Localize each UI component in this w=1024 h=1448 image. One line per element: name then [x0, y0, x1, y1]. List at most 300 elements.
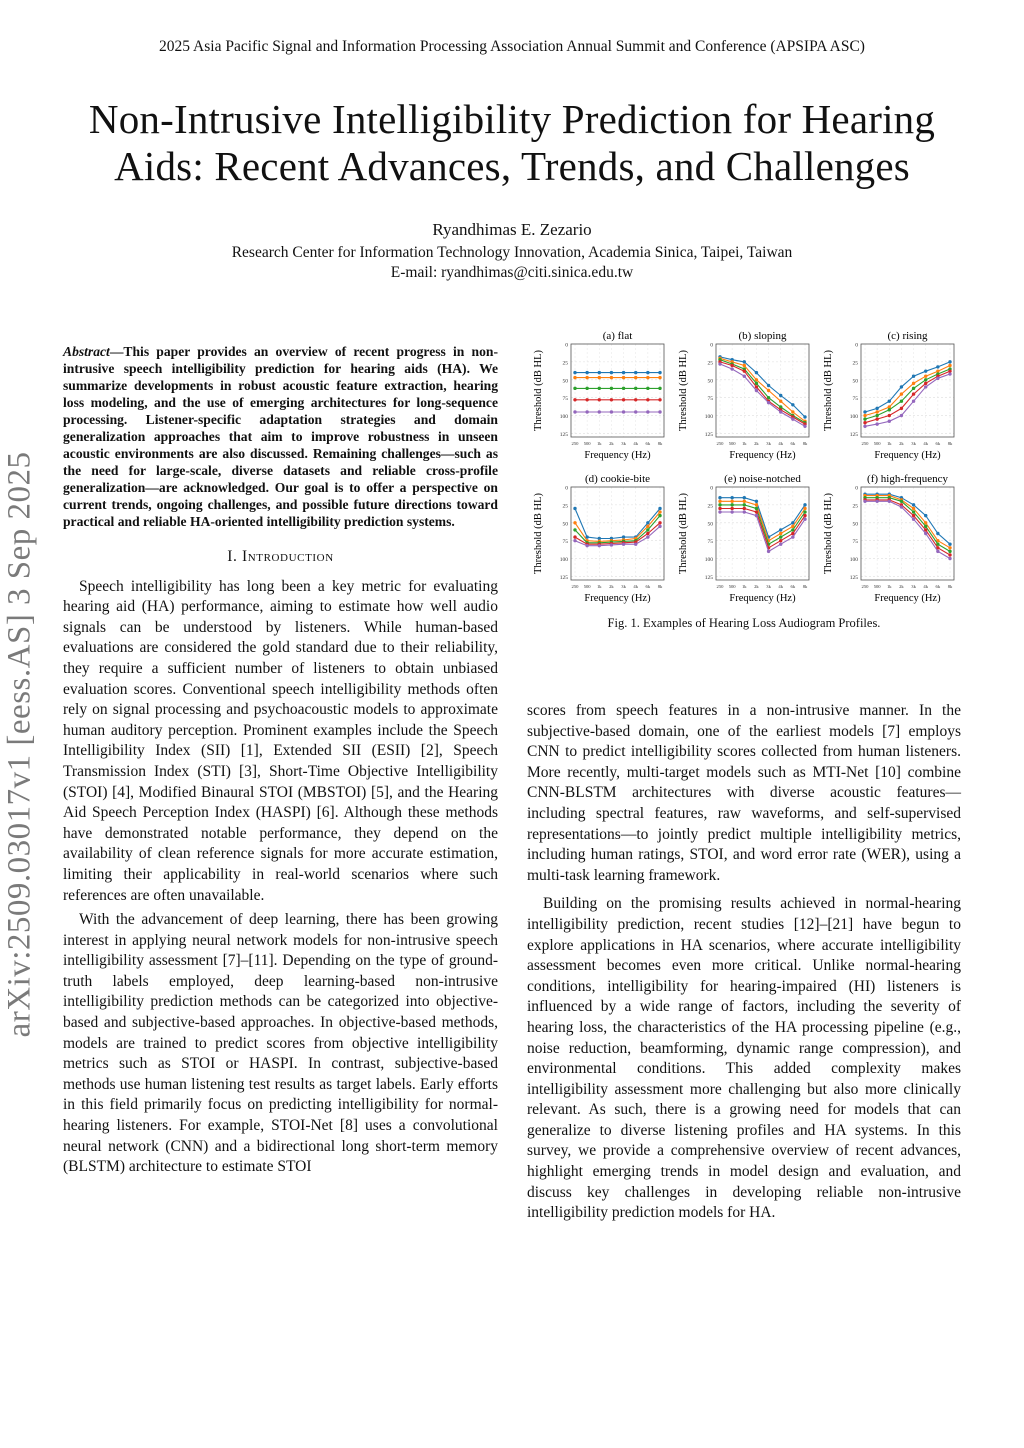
- data-point: [730, 510, 733, 513]
- y-tick-label: 100: [704, 414, 713, 421]
- y-tick-label: 50: [852, 378, 858, 385]
- data-point: [803, 507, 806, 510]
- data-point: [646, 371, 649, 374]
- x-tick-label: 8k: [802, 584, 808, 589]
- x-tick-label: 1k: [886, 441, 892, 446]
- data-point: [755, 385, 758, 388]
- data-point: [948, 543, 951, 546]
- data-point: [622, 543, 625, 546]
- data-point: [912, 374, 915, 377]
- audiogram-grid: [527, 328, 961, 618]
- x-tick-label: 4k: [633, 441, 639, 446]
- data-point: [863, 421, 866, 424]
- right-column: [527, 701, 961, 1224]
- section-title: Introduction: [241, 548, 334, 565]
- y-tick-label: 0: [855, 342, 858, 349]
- data-point: [585, 398, 588, 401]
- x-tick-label: 500: [583, 584, 591, 589]
- data-point: [912, 400, 915, 403]
- data-point: [610, 376, 613, 379]
- data-point: [779, 539, 782, 542]
- data-point: [803, 503, 806, 506]
- y-tick-label: 0: [710, 342, 713, 349]
- y-tick-label: 100: [849, 557, 858, 564]
- data-point: [912, 514, 915, 517]
- data-point: [634, 410, 637, 413]
- data-point: [767, 384, 770, 387]
- data-point: [585, 387, 588, 390]
- y-tick-label: 50: [562, 521, 568, 528]
- data-point: [779, 543, 782, 546]
- data-point: [900, 500, 903, 503]
- plot-frame: [571, 487, 664, 580]
- x-tick-label: 500: [583, 441, 591, 446]
- data-point: [658, 510, 661, 513]
- data-point: [573, 507, 576, 510]
- data-point: [936, 532, 939, 535]
- data-point: [948, 550, 951, 553]
- x-tick-label: 2k: [899, 441, 904, 446]
- data-point: [888, 408, 891, 411]
- data-point: [622, 376, 625, 379]
- left-column: [63, 343, 498, 1178]
- x-tick-label: 4k: [923, 584, 929, 589]
- x-tick-label: 6k: [790, 584, 796, 589]
- data-point: [948, 557, 951, 560]
- data-point: [622, 410, 625, 413]
- y-tick-label: 100: [704, 557, 713, 564]
- data-point: [646, 521, 649, 524]
- data-point: [718, 507, 721, 510]
- data-point: [924, 369, 927, 372]
- x-tick-label: 2k: [754, 441, 759, 446]
- data-point: [948, 546, 951, 549]
- y-tick-label: 75: [562, 396, 568, 403]
- intro-paragraph-2: With the advancement of deep learning, there has been growing interest in applying neural network models for non-intrusive speech intelligibility assessment [7]–[11]. Depending on the type of ground-truth labels employed, deep learning-based non-intrusive intelligibility prediction methods can be categorized into objective-based and subjective-based approaches. In objective-based methods, models are trained to predict scores from objective intelligibility metrics such as STOI or HASPI. In contrast, subjective-based methods use human listening test results as target labels. Early efforts in this field primarily focus on predicting intelligibility for normal-hearing listeners. For example, STOI-Net [8] uses a convolutional neural network (CNN) and a bidirectional long short-term memory (BLSTM) architecture to estimate STOI: [63, 911, 498, 1176]
- data-point: [875, 410, 878, 413]
- x-tick-label: 2k: [609, 441, 614, 446]
- data-point: [875, 500, 878, 503]
- data-point: [730, 507, 733, 510]
- y-tick-label: 75: [707, 396, 713, 403]
- data-point: [767, 396, 770, 399]
- data-point: [900, 392, 903, 395]
- data-point: [598, 387, 601, 390]
- x-tick-label: 4k: [923, 441, 929, 446]
- data-point: [573, 387, 576, 390]
- x-tick-label: 500: [728, 441, 736, 446]
- data-point: [573, 410, 576, 413]
- data-point: [646, 532, 649, 535]
- data-point: [924, 385, 927, 388]
- data-point: [634, 398, 637, 401]
- data-point: [767, 550, 770, 553]
- abstract-text: —This paper provides an overview of recent progress in non-intrusive speech intelligibility prediction for hearing aids (HA). We summarize developments in robust acoustic feature extraction, hearing loss modeling, and the use of emerging architectures for long-sequence processing. Listener-specific adaptation strategies and domain generalization approaches that aim to improve robustness in unseen acoustic environments are also discussed. Remaining challenges—such as the need for large-scale, diverse datasets and reliable cross-profile generalization—are acknowledged. Our goal is to offer a perspective on current trends, ongoing challenges, and possible future directions toward practical and reliable HA-oriented intelligibility prediction systems.: [63, 344, 498, 529]
- x-tick-label: 1k: [741, 584, 747, 589]
- x-tick-label: 8k: [657, 441, 663, 446]
- data-point: [900, 414, 903, 417]
- data-point: [924, 521, 927, 524]
- data-point: [743, 364, 746, 367]
- y-axis-label: Threshold (dB HL): [678, 349, 689, 432]
- data-point: [779, 528, 782, 531]
- y-tick-label: 25: [707, 503, 713, 510]
- data-point: [900, 407, 903, 410]
- data-point: [718, 503, 721, 506]
- abstract-label: Abstract: [63, 344, 110, 359]
- data-point: [646, 525, 649, 528]
- plot-frame: [571, 344, 664, 437]
- data-point: [912, 510, 915, 513]
- data-point: [646, 376, 649, 379]
- x-tick-label: 250: [571, 441, 579, 446]
- data-point: [646, 387, 649, 390]
- data-point: [936, 365, 939, 368]
- x-tick-label: 1k: [886, 584, 892, 589]
- data-point: [875, 407, 878, 410]
- x-tick-label: 3k: [911, 441, 916, 446]
- data-point: [743, 360, 746, 363]
- x-tick-label: 1k: [596, 584, 602, 589]
- x-tick-label: 3k: [621, 441, 626, 446]
- y-tick-label: 50: [707, 378, 713, 385]
- section-heading: [63, 547, 498, 568]
- x-tick-label: 8k: [802, 441, 808, 446]
- panel-title: (a) flat: [602, 330, 633, 342]
- data-point: [573, 535, 576, 538]
- data-point: [767, 401, 770, 404]
- data-point: [658, 507, 661, 510]
- x-tick-label: 250: [571, 584, 579, 589]
- data-point: [743, 500, 746, 503]
- x-tick-label: 3k: [766, 584, 771, 589]
- data-point: [900, 385, 903, 388]
- x-tick-label: 250: [861, 441, 869, 446]
- panel-title: (b) sloping: [738, 330, 787, 342]
- data-point: [610, 410, 613, 413]
- y-tick-label: 25: [707, 360, 713, 367]
- data-point: [888, 400, 891, 403]
- data-point: [912, 517, 915, 520]
- data-point: [863, 425, 866, 428]
- data-point: [936, 550, 939, 553]
- y-axis-label: Threshold (dB HL): [533, 349, 544, 432]
- data-point: [646, 398, 649, 401]
- x-tick-label: 3k: [766, 441, 771, 446]
- x-tick-label: 6k: [645, 584, 651, 589]
- data-point: [573, 539, 576, 542]
- x-tick-label: 4k: [778, 584, 784, 589]
- x-tick-label: 1k: [741, 441, 747, 446]
- x-tick-label: 4k: [778, 441, 784, 446]
- data-point: [803, 517, 806, 520]
- data-point: [755, 378, 758, 381]
- y-tick-label: 50: [562, 378, 568, 385]
- data-point: [658, 387, 661, 390]
- y-axis-label: Threshold (dB HL): [823, 492, 834, 575]
- paper-title: [60, 96, 964, 190]
- data-point: [743, 369, 746, 372]
- x-tick-label: 6k: [935, 584, 941, 589]
- x-tick-label: 500: [873, 584, 881, 589]
- y-tick-label: 25: [562, 503, 568, 510]
- data-point: [888, 414, 891, 417]
- x-tick-label: 6k: [935, 441, 941, 446]
- data-point: [585, 371, 588, 374]
- data-point: [658, 371, 661, 374]
- data-point: [622, 387, 625, 390]
- y-tick-label: 100: [559, 557, 568, 564]
- data-point: [863, 414, 866, 417]
- y-tick-label: 25: [852, 503, 858, 510]
- data-point: [658, 398, 661, 401]
- data-point: [634, 543, 637, 546]
- data-point: [743, 496, 746, 499]
- y-tick-label: 25: [852, 360, 858, 367]
- data-point: [924, 528, 927, 531]
- y-axis-label: Threshold (dB HL): [678, 492, 689, 575]
- data-point: [634, 387, 637, 390]
- data-point: [610, 387, 613, 390]
- data-point: [646, 528, 649, 531]
- y-tick-label: 75: [562, 539, 568, 546]
- y-tick-label: 0: [710, 485, 713, 492]
- x-tick-label: 250: [716, 584, 724, 589]
- data-point: [803, 510, 806, 513]
- data-point: [718, 496, 721, 499]
- data-point: [730, 364, 733, 367]
- data-point: [598, 376, 601, 379]
- data-point: [875, 422, 878, 425]
- x-tick-label: 2k: [609, 584, 614, 589]
- intro-paragraph-1: Speech intelligibility has long been a key metric for evaluating hearing aid (HA) performance, aiming to estimate how well audio signals can be understood by listeners. While human-based evaluations are considered the gold standard due to their reliability, they require a sufficient number of listeners to obtain unbiased evaluation scores. Conventional speech intelligibility methods often rely on signal processing and psychoacoustic models to approximate human auditory perception. Prominent examples include the Speech Intelligibility Index (SII) [1], Extended SII (ESII) [2], Speech Transmission Index (STI) [3], Short-Time Objective Intelligibility (STOI) [4], Modified Binaural STOI (MBSTOI) [5], and the Hearing Aid Speech Perception Index (HASPI) [6]. Although these methods have demonstrated notable performance, they depend on the availability of clean reference signals for more accurate estimation, limiting their applicability in real-world scenarios where such references are often unavailable.: [63, 577, 498, 904]
- panel-title: (c) rising: [887, 330, 928, 342]
- conference-header: 2025 Asia Pacific Signal and Information Processing Association Annual Summit and Conference (APSIPA ASC): [159, 38, 865, 55]
- data-point: [743, 503, 746, 506]
- series-line: [865, 362, 950, 412]
- y-tick-label: 125: [849, 574, 858, 581]
- data-point: [936, 377, 939, 380]
- intro-paragraph-3: scores from speech features in a non-intrusive manner. In the subjective-based domain, one of the earliest models [7] employs CNN to predict intelligibility scores collected from human listeners. More recently, multi-target models such as MTI-Net [10] combine CNN-BLSTM architectures with diverse acoustic features—including spectral features, raw waveforms, and self-supervised representations—to jointly predict multiple intelligibility metrics, including human ratings, STOI, and word error rate (WER), using a multi-task learning framework.: [527, 702, 961, 884]
- y-tick-label: 0: [855, 485, 858, 492]
- data-point: [718, 510, 721, 513]
- author-affiliation-block: [0, 243, 1024, 283]
- data-point: [634, 371, 637, 374]
- data-point: [779, 532, 782, 535]
- x-axis-label: Frequency (Hz): [729, 593, 796, 604]
- data-point: [585, 544, 588, 547]
- data-point: [598, 398, 601, 401]
- y-tick-label: 125: [559, 431, 568, 438]
- data-point: [791, 403, 794, 406]
- data-point: [598, 410, 601, 413]
- y-tick-label: 100: [559, 414, 568, 421]
- data-point: [658, 525, 661, 528]
- y-tick-label: 100: [849, 414, 858, 421]
- y-tick-label: 125: [559, 574, 568, 581]
- data-point: [658, 376, 661, 379]
- data-point: [573, 371, 576, 374]
- x-tick-label: 250: [861, 584, 869, 589]
- intro-paragraph-4: Building on the promising results achieved in normal-hearing intelligibility prediction, recent studies [12]–[21] have begun to explore applications in HA scenarios, where accurate intelligibility assessment becomes even more critical. Unlike normal-hearing conditions, intelligibility for hearing-impaired (HI) listeners is influenced by a wide range of factors, including the severity of hearing loss, the characteristics of the HA processing pipeline (e.g., noise reduction, beamforming, dynamic range compression), and environmental conditions. This added complexity makes intelligibility assessment more challenging but also more clinically relevant. As such, there is a growing need for models that can generalize to diverse listening profiles and HA systems. In this survey, we provide a comprehensive overview of recent advances, highlight emerging trends in model design and evaluation, and discuss key challenges in developing reliable non-intrusive intelligibility prediction models for HA.: [527, 895, 961, 1222]
- abstract: [63, 343, 498, 530]
- data-point: [730, 367, 733, 370]
- x-axis-label: Frequency (Hz): [584, 593, 651, 604]
- data-point: [900, 400, 903, 403]
- data-point: [755, 503, 758, 506]
- data-point: [912, 382, 915, 385]
- data-point: [730, 500, 733, 503]
- data-point: [888, 420, 891, 423]
- x-tick-label: 8k: [657, 584, 663, 589]
- data-point: [730, 496, 733, 499]
- data-point: [924, 378, 927, 381]
- data-point: [598, 544, 601, 547]
- y-tick-label: 75: [707, 539, 713, 546]
- data-point: [598, 371, 601, 374]
- data-point: [755, 500, 758, 503]
- data-point: [912, 507, 915, 510]
- data-point: [573, 528, 576, 531]
- x-tick-label: 3k: [911, 584, 916, 589]
- data-point: [875, 414, 878, 417]
- data-point: [755, 510, 758, 513]
- plot-frame: [861, 344, 954, 437]
- data-point: [948, 364, 951, 367]
- data-point: [646, 410, 649, 413]
- data-point: [779, 400, 782, 403]
- series-line: [720, 509, 805, 548]
- x-axis-label: Frequency (Hz): [584, 450, 651, 461]
- x-tick-label: 4k: [633, 584, 639, 589]
- x-tick-label: 500: [873, 441, 881, 446]
- title-line-1: Non-Intrusive Intelligibility Prediction for Hearing: [88, 96, 936, 142]
- y-tick-label: 25: [562, 360, 568, 367]
- data-point: [924, 382, 927, 385]
- data-point: [658, 410, 661, 413]
- data-point: [573, 376, 576, 379]
- data-point: [755, 371, 758, 374]
- x-tick-label: 6k: [645, 441, 651, 446]
- data-point: [755, 507, 758, 510]
- data-point: [779, 394, 782, 397]
- data-point: [948, 553, 951, 556]
- data-point: [622, 371, 625, 374]
- x-tick-label: 2k: [899, 584, 904, 589]
- data-point: [610, 371, 613, 374]
- data-point: [924, 514, 927, 517]
- data-point: [718, 362, 721, 365]
- data-point: [646, 535, 649, 538]
- arxiv-identifier[interactable]: arXiv:2509.03017v1 [eess.AS] 3 Sep 2025: [1, 451, 38, 1038]
- x-tick-label: 6k: [790, 441, 796, 446]
- data-point: [924, 374, 927, 377]
- y-tick-label: 75: [852, 539, 858, 546]
- data-point: [610, 543, 613, 546]
- data-point: [912, 503, 915, 506]
- panel-title: (d) cookie-bite: [584, 473, 651, 485]
- data-point: [888, 500, 891, 503]
- data-point: [779, 410, 782, 413]
- data-point: [573, 521, 576, 524]
- data-point: [912, 387, 915, 390]
- y-tick-label: 50: [852, 521, 858, 528]
- y-tick-label: 50: [707, 521, 713, 528]
- y-tick-label: 125: [704, 431, 713, 438]
- data-point: [803, 514, 806, 517]
- data-point: [585, 376, 588, 379]
- data-point: [863, 417, 866, 420]
- data-point: [791, 417, 794, 420]
- data-point: [585, 410, 588, 413]
- x-tick-label: 1k: [596, 441, 602, 446]
- data-point: [610, 398, 613, 401]
- data-point: [948, 372, 951, 375]
- x-tick-label: 250: [716, 441, 724, 446]
- author-name: Ryandhimas E. Zezario: [432, 220, 592, 239]
- data-point: [924, 525, 927, 528]
- data-point: [803, 425, 806, 428]
- data-point: [658, 521, 661, 524]
- panel-title: (e) noise-notched: [724, 473, 801, 485]
- affiliation: Research Center for Information Technology Innovation, Academia Sinica, Taipei, Taiwan: [231, 244, 793, 261]
- x-axis-label: Frequency (Hz): [874, 593, 941, 604]
- data-point: [791, 535, 794, 538]
- data-point: [875, 417, 878, 420]
- data-point: [755, 514, 758, 517]
- data-point: [779, 535, 782, 538]
- data-point: [658, 514, 661, 517]
- x-tick-label: 2k: [754, 584, 759, 589]
- y-tick-label: 125: [704, 574, 713, 581]
- y-axis-label: Threshold (dB HL): [823, 349, 834, 432]
- figure-caption: Fig. 1. Examples of Hearing Loss Audiogram Profiles.: [607, 616, 881, 630]
- data-point: [912, 392, 915, 395]
- data-point: [767, 389, 770, 392]
- x-tick-label: 8k: [947, 441, 953, 446]
- y-tick-label: 75: [852, 396, 858, 403]
- data-point: [573, 398, 576, 401]
- data-point: [803, 415, 806, 418]
- email[interactable]: E-mail: ryandhimas@citi.sinica.edu.tw: [390, 264, 634, 281]
- panel-title: (f) high-frequency: [867, 473, 948, 485]
- x-axis-label: Frequency (Hz): [874, 450, 941, 461]
- data-point: [791, 410, 794, 413]
- y-tick-label: 0: [565, 485, 568, 492]
- data-point: [743, 374, 746, 377]
- y-tick-label: 125: [849, 431, 858, 438]
- x-tick-label: 8k: [947, 584, 953, 589]
- y-tick-label: 0: [565, 342, 568, 349]
- x-tick-label: 3k: [621, 584, 626, 589]
- data-point: [755, 389, 758, 392]
- data-point: [948, 360, 951, 363]
- title-line-2: Aids: Recent Advances, Trends, and Challenges: [114, 143, 910, 189]
- data-point: [718, 500, 721, 503]
- y-axis-label: Threshold (dB HL): [533, 492, 544, 575]
- data-point: [730, 503, 733, 506]
- x-axis-label: Frequency (Hz): [729, 450, 796, 461]
- data-point: [900, 505, 903, 508]
- section-number: I.: [227, 548, 238, 565]
- data-point: [622, 398, 625, 401]
- data-point: [743, 510, 746, 513]
- x-tick-label: 500: [728, 584, 736, 589]
- figure-audiograms: [527, 328, 961, 628]
- data-point: [863, 500, 866, 503]
- data-point: [863, 410, 866, 413]
- data-point: [924, 532, 927, 535]
